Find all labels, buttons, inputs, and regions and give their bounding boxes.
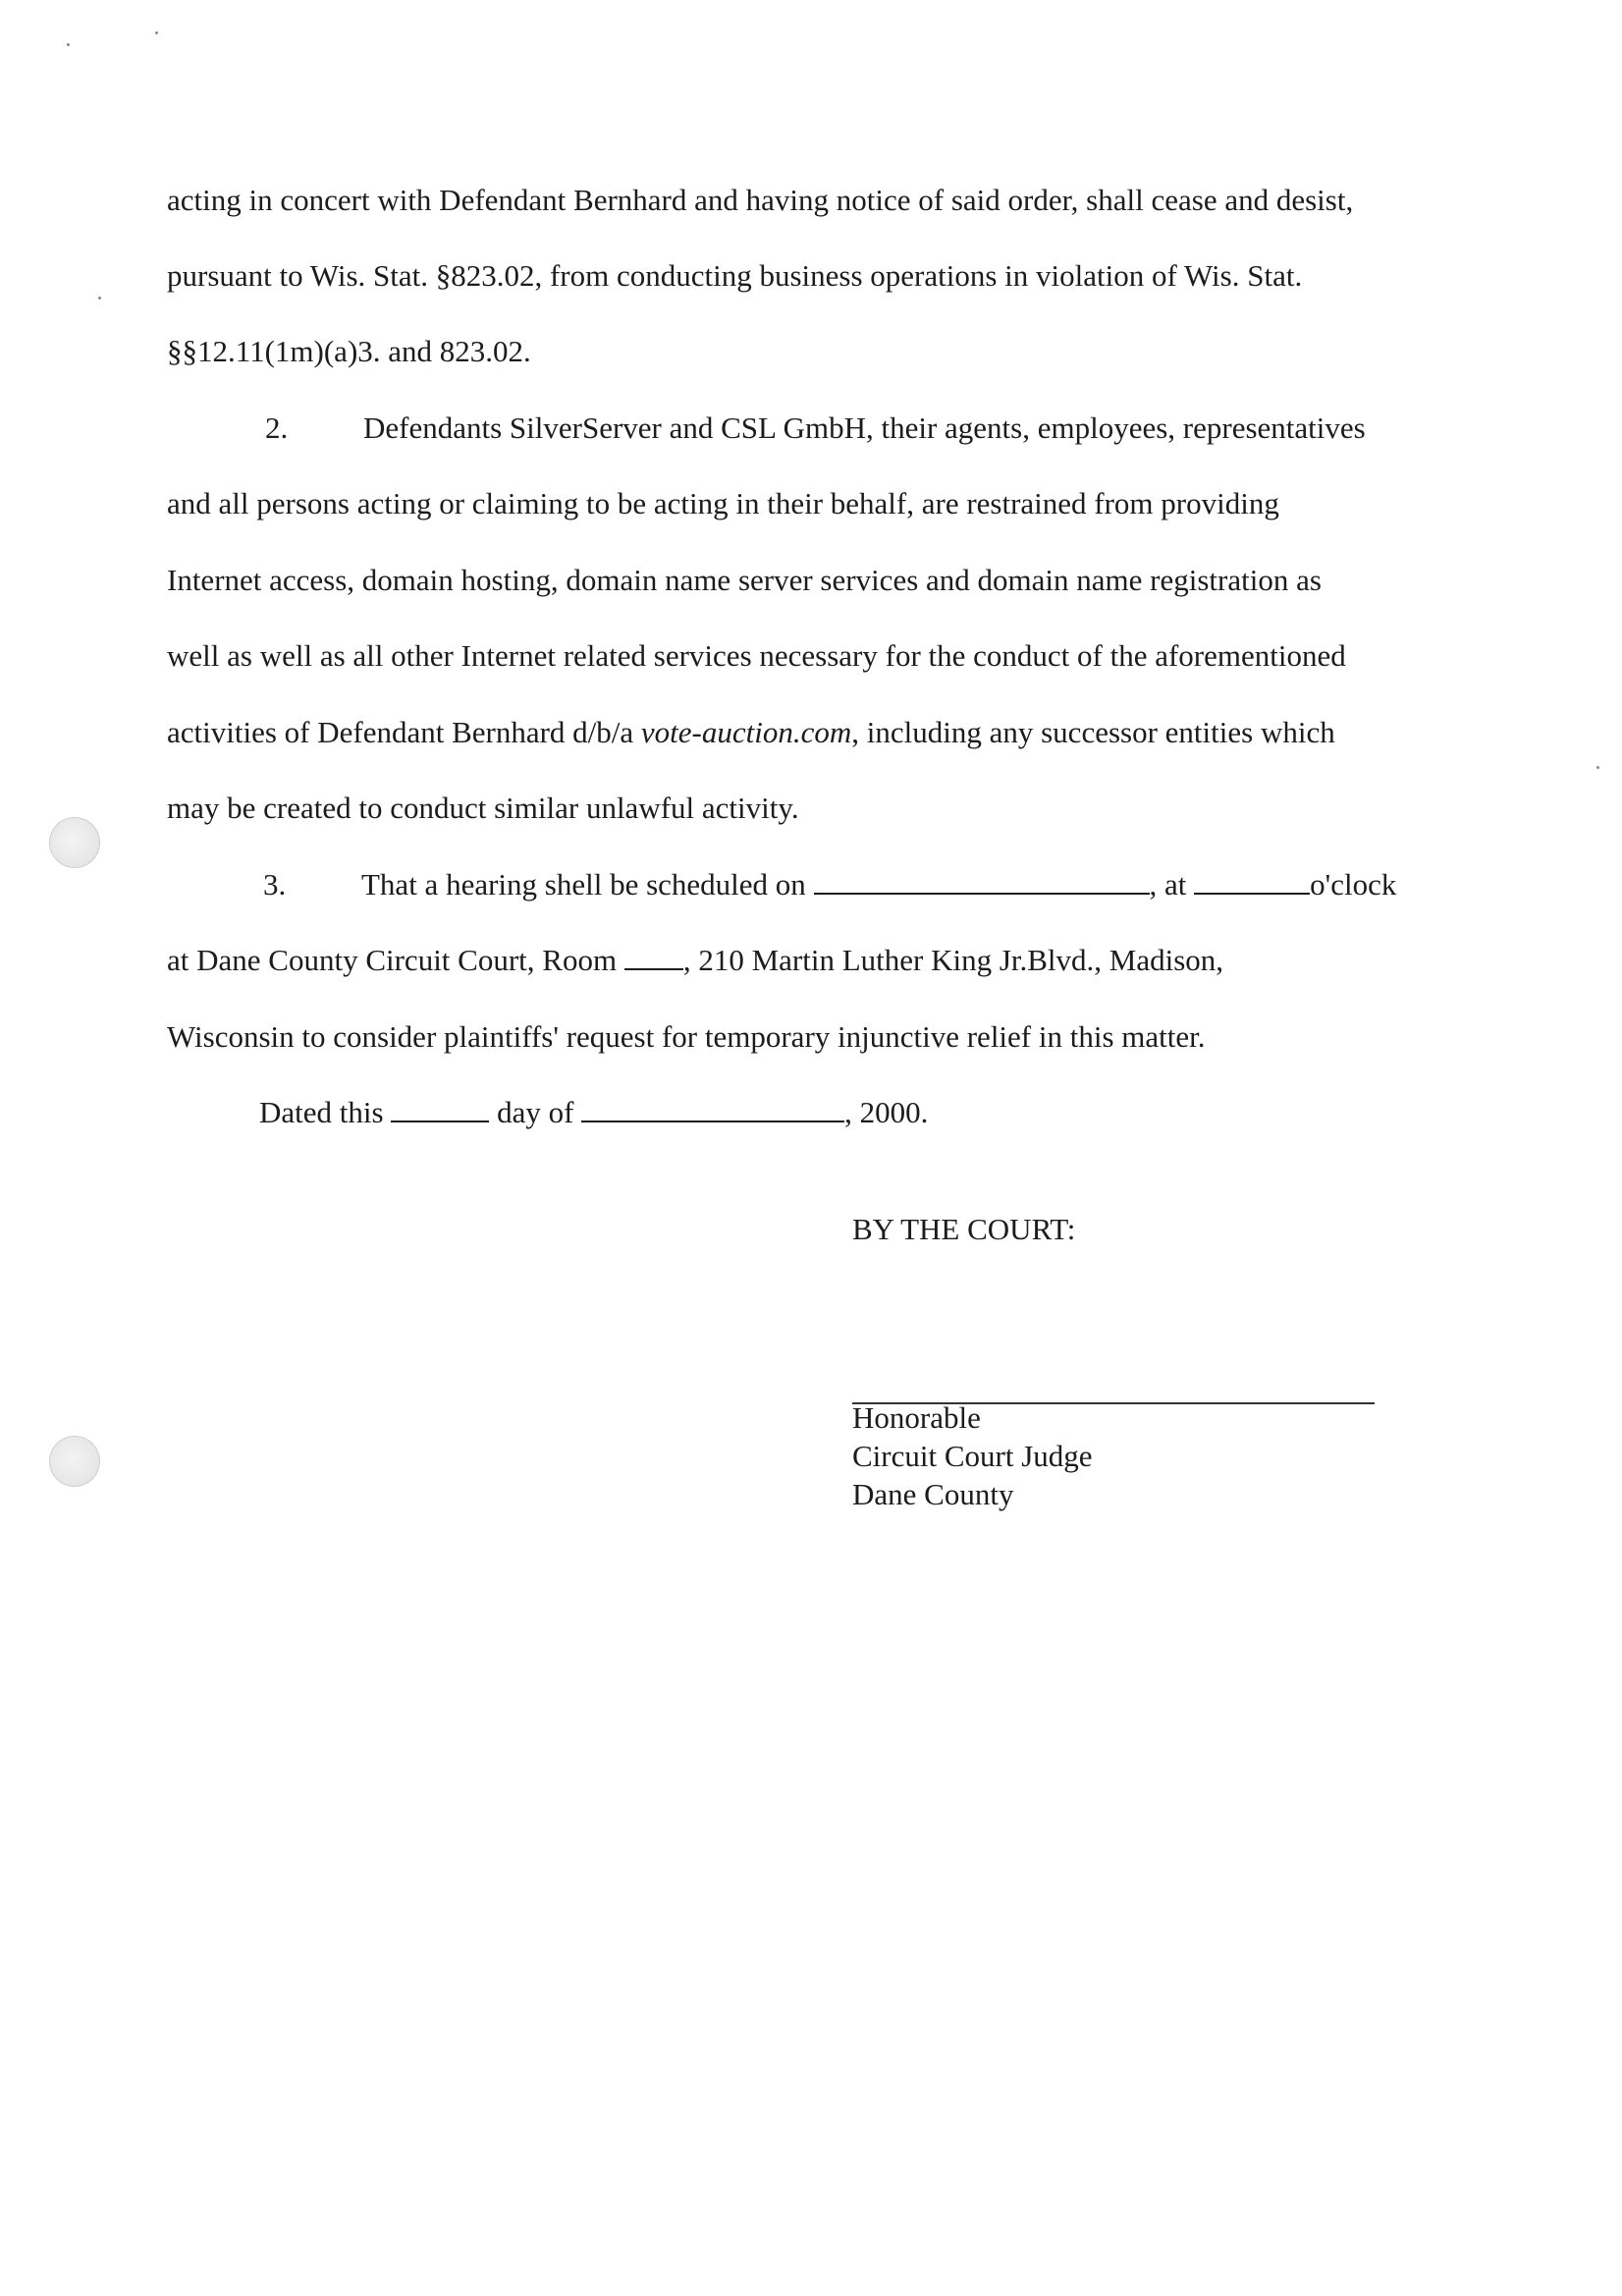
para2-line2: and all persons acting or claiming to be acting in their behalf, are restrained from providing [167, 486, 1279, 520]
at-text: , at [1149, 867, 1187, 902]
para3-line2 [167, 941, 1463, 980]
punch-hole-upper [49, 817, 100, 868]
signature-title-2: Circuit Court Judge [852, 1439, 1093, 1473]
day-of-text: day of [497, 1095, 574, 1129]
year-text: , 2000. [844, 1095, 929, 1129]
by-the-court: BY THE COURT: [852, 1212, 1076, 1246]
dated-line-text [259, 1093, 928, 1132]
para3-number: 3. [263, 867, 287, 902]
court-room-text: at Dane County Circuit Court, Room [167, 943, 618, 977]
para2-line5-start: activities of Defendant Bernhard d/b/a [167, 715, 641, 749]
month-blank [581, 1097, 844, 1122]
scan-speck [67, 43, 70, 46]
para2-line1-text: Defendants SilverServer and CSL GmbH, their agents, employees, representatives [363, 410, 1366, 445]
oclock-text: o'clock [1310, 867, 1397, 902]
scan-speck [155, 31, 158, 34]
hearing-time-blank [1194, 869, 1310, 895]
para2-number: 2. [265, 410, 289, 445]
scan-speck [1596, 766, 1599, 769]
signature-title-3: Dane County [852, 1477, 1014, 1511]
para1-line3: §§12.11(1m)(a)3. and 823.02. [167, 334, 531, 368]
para2-line5-end: , including any successor entities which [851, 715, 1335, 749]
day-blank [391, 1097, 489, 1122]
para1-line1: acting in concert with Defendant Bernhard and having notice of said order, shall cease and desist, [167, 183, 1354, 217]
para3-line3: Wisconsin to consider plaintiffs' request for temporary injunctive relief in this matter. [167, 1019, 1206, 1054]
para3-line1-text [361, 865, 1396, 904]
para1-line2: pursuant to Wis. Stat. §823.02, from conducting business operations in violation of Wis. Stat. [167, 258, 1303, 293]
para2-line5 [167, 713, 1463, 752]
court-address-text: , 210 Martin Luther King Jr.Blvd., Madison, [682, 943, 1224, 977]
hearing-date-blank [814, 869, 1150, 895]
punch-hole-lower [49, 1436, 100, 1487]
para2-line6: may be created to conduct similar unlawful activity. [167, 791, 799, 825]
signature-title-1: Honorable [852, 1400, 981, 1435]
dated-this-text: Dated this [259, 1095, 384, 1129]
scan-speck [98, 297, 101, 300]
para2-line4: well as well as all other Internet related services necessary for the conduct of the aforementioned [167, 638, 1346, 673]
website-name: vote-auction.com [640, 715, 852, 749]
hearing-text: That a hearing shell be scheduled on [361, 867, 806, 902]
room-number-blank [624, 945, 683, 970]
para2-line3: Internet access, domain hosting, domain name server services and domain name registration as [167, 563, 1322, 597]
